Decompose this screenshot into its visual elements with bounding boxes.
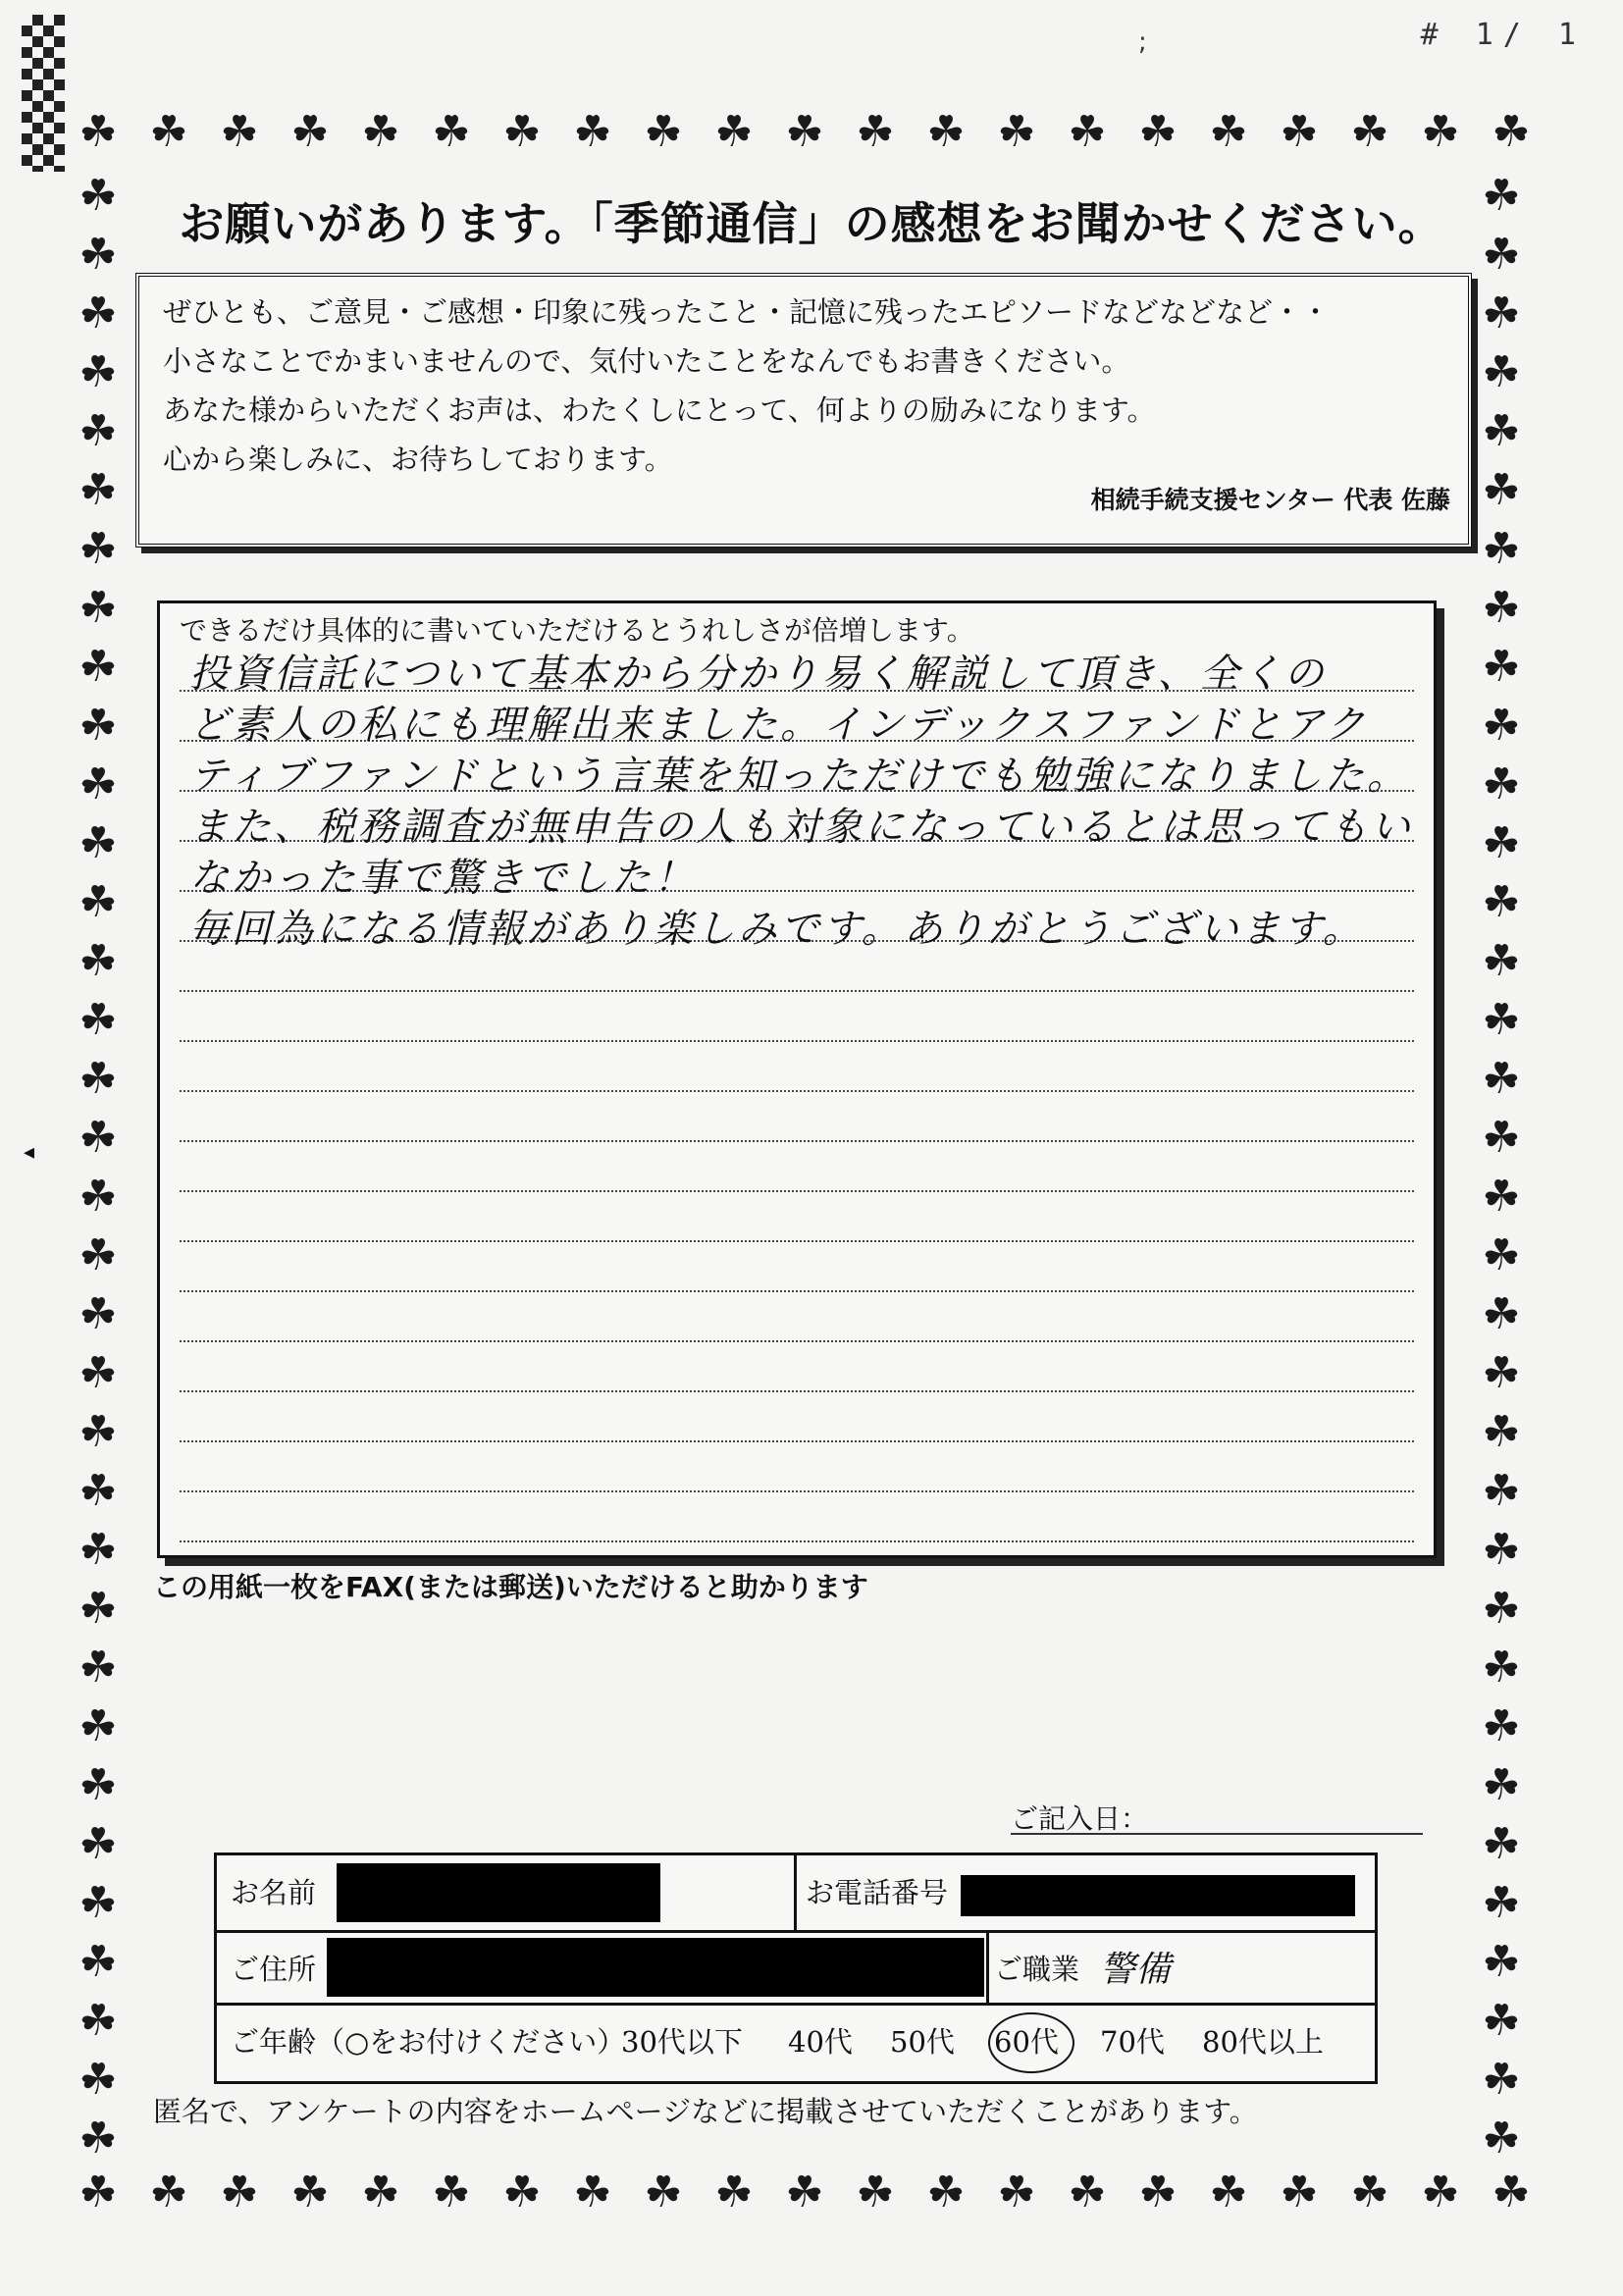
clover-icon: ☘ (1068, 107, 1107, 157)
ruled-line (180, 1290, 1414, 1292)
clover-icon: ☘ (644, 2167, 683, 2218)
clover-icon: ☘ (1482, 877, 1521, 927)
clover-icon: ☘ (79, 759, 118, 809)
clover-icon: ☘ (79, 1407, 118, 1457)
clover-icon: ☘ (1482, 347, 1521, 397)
clover-icon: ☘ (502, 107, 542, 157)
clover-icon: ☘ (361, 107, 400, 157)
clover-icon: ☘ (79, 1584, 118, 1634)
name-label: お名前 (231, 1876, 317, 1909)
clover-icon: ☘ (79, 583, 118, 633)
clover-icon: ☘ (1482, 1937, 1521, 1987)
ornament-border-right (1472, 167, 1541, 2164)
clover-icon: ☘ (1482, 1348, 1521, 1398)
clover-icon: ☘ (79, 171, 118, 221)
clover-icon: ☘ (714, 2167, 754, 2218)
name-field-redacted[interactable] (337, 1863, 660, 1922)
clover-icon: ☘ (1482, 1466, 1521, 1516)
handwritten-line: ティブファンドという言葉を知っただけでも勉強になりました。 (189, 754, 1409, 799)
clover-icon: ☘ (1482, 1230, 1521, 1280)
clover-icon: ☘ (1482, 818, 1521, 868)
clover-icon: ☘ (997, 2167, 1036, 2218)
ruled-line (180, 1440, 1414, 1442)
clover-icon: ☘ (79, 877, 118, 927)
ornament-border-top (69, 103, 1541, 172)
clover-icon: ☘ (1482, 1760, 1521, 1810)
clover-icon: ☘ (79, 1878, 118, 1928)
clover-icon: ☘ (1482, 1878, 1521, 1928)
clover-icon: ☘ (1482, 524, 1521, 574)
clover-icon: ☘ (79, 1937, 118, 1987)
side-marker: ◂ (24, 1140, 35, 1165)
ruled-line (180, 1490, 1414, 1492)
clover-icon: ☘ (79, 1643, 118, 1693)
comment-box (157, 600, 1437, 1558)
clover-icon: ☘ (432, 107, 471, 157)
phone-label: お電話番号 (806, 1876, 949, 1909)
ruled-line (180, 1240, 1414, 1242)
clover-icon: ☘ (149, 2167, 188, 2218)
clover-icon: ☘ (785, 107, 824, 157)
intro-line: 心から楽しみに、お待ちしております。 (163, 443, 673, 476)
clover-icon: ☘ (644, 107, 683, 157)
clover-icon: ☘ (1138, 107, 1178, 157)
ruled-line (180, 1090, 1414, 1092)
clover-icon: ☘ (79, 465, 118, 515)
clover-icon: ☘ (1280, 107, 1319, 157)
clover-icon: ☘ (573, 107, 612, 157)
clover-icon: ☘ (79, 1466, 118, 1516)
comment-lead: できるだけ具体的に書いていただけるとうれしさが倍増します。 (180, 614, 974, 647)
handwritten-line: また、税務調査が無申告の人も対象になっているとは思ってもい (189, 805, 1413, 850)
clover-icon: ☘ (1482, 1113, 1521, 1163)
intro-line: 小さなことでかまいませんので、気付いたことをなんでもお書きください。 (163, 344, 1130, 378)
intro-line: ぜひとも、ご意見・ご感想・印象に残ったこと・記憶に残ったエピソードなどなどなど・・ (163, 295, 1331, 329)
clover-icon: ☘ (1209, 107, 1248, 157)
age-option-40s[interactable]: 40代 (788, 2025, 853, 2059)
clover-icon: ☘ (1482, 406, 1521, 456)
clover-icon: ☘ (1482, 1584, 1521, 1634)
ornament-border-bottom (69, 2164, 1541, 2232)
clover-icon: ☘ (290, 2167, 330, 2218)
clover-icon: ☘ (79, 936, 118, 986)
clover-icon: ☘ (1482, 2055, 1521, 2105)
clover-icon: ☘ (79, 1289, 118, 1339)
clover-icon: ☘ (714, 107, 754, 157)
intro-box (135, 273, 1472, 548)
clover-icon: ☘ (220, 107, 259, 157)
job-value: 警備 (1100, 1950, 1172, 1990)
clover-icon: ☘ (1492, 107, 1531, 157)
clover-icon: ☘ (926, 107, 966, 157)
clover-icon: ☘ (1482, 1289, 1521, 1339)
clover-icon: ☘ (79, 818, 118, 868)
clover-icon: ☘ (1482, 1996, 1521, 2046)
age-label: ご年齢（○をお付けください） (231, 2025, 626, 2059)
ruled-line (180, 1540, 1414, 1542)
clover-icon: ☘ (1482, 936, 1521, 986)
ruled-line (180, 1040, 1414, 1042)
clover-icon: ☘ (1421, 2167, 1460, 2218)
clover-icon: ☘ (1482, 465, 1521, 515)
date-label: ご記入日： (1011, 1802, 1149, 1835)
stray-mark: ; (1138, 27, 1147, 57)
clover-icon: ☘ (79, 1230, 118, 1280)
clover-icon: ☘ (1350, 2167, 1389, 2218)
clover-icon: ☘ (1350, 107, 1389, 157)
ornament-border-left (69, 167, 137, 2164)
clover-icon: ☘ (1482, 995, 1521, 1045)
age-option-70s[interactable]: 70代 (1100, 2025, 1165, 2059)
ruled-line (180, 1190, 1414, 1192)
clover-icon: ☘ (79, 2167, 118, 2218)
clover-icon: ☘ (432, 2167, 471, 2218)
address-field-redacted[interactable] (327, 1938, 984, 1997)
clover-icon: ☘ (1482, 701, 1521, 751)
clover-icon: ☘ (997, 107, 1036, 157)
clover-icon: ☘ (79, 1348, 118, 1398)
clover-icon: ☘ (79, 107, 118, 157)
clover-icon: ☘ (79, 2055, 118, 2105)
handwritten-line: 毎回為になる情報があり楽しみです。ありがとうございます。 (189, 907, 1365, 952)
clover-icon: ☘ (79, 642, 118, 692)
clover-icon: ☘ (1209, 2167, 1248, 2218)
clover-icon: ☘ (1482, 759, 1521, 809)
clover-icon: ☘ (573, 2167, 612, 2218)
selected-circle (988, 2012, 1074, 2073)
clover-icon: ☘ (1482, 1054, 1521, 1104)
clover-icon: ☘ (79, 1760, 118, 1810)
clover-icon: ☘ (1068, 2167, 1107, 2218)
age-option-30s-or-under[interactable]: 30代以下 (621, 2025, 743, 2059)
clover-icon: ☘ (1482, 1525, 1521, 1575)
address-label: ご住所 (231, 1953, 317, 1986)
handwritten-line: なかった事で驚きでした！ (189, 856, 696, 901)
age-option-60s[interactable]: 60代 (994, 2025, 1059, 2059)
handwritten-line: ど素人の私にも理解出来ました。インデックスファンドとアク (189, 703, 1368, 748)
phone-field-redacted[interactable] (961, 1875, 1355, 1916)
clover-icon: ☘ (1482, 583, 1521, 633)
clover-icon: ☘ (79, 1996, 118, 2046)
clover-icon: ☘ (1482, 642, 1521, 692)
job-label: ご職業 (994, 1953, 1080, 1986)
clover-icon: ☘ (79, 2113, 118, 2164)
handwritten-line: 投資信託について基本から分かり易く解説して頂き、全くの (189, 652, 1327, 697)
clover-icon: ☘ (1482, 1172, 1521, 1222)
clover-icon: ☘ (79, 347, 118, 397)
age-option-80s-or-over[interactable]: 80代以上 (1202, 2025, 1324, 2059)
clover-icon: ☘ (149, 107, 188, 157)
clover-icon: ☘ (79, 406, 118, 456)
clover-icon: ☘ (79, 1819, 118, 1869)
clover-icon: ☘ (79, 995, 118, 1045)
clover-icon: ☘ (220, 2167, 259, 2218)
clover-icon: ☘ (1482, 288, 1521, 339)
clover-icon: ☘ (1421, 107, 1460, 157)
clover-icon: ☘ (1482, 1819, 1521, 1869)
clover-icon: ☘ (1492, 2167, 1531, 2218)
clover-icon: ☘ (79, 1113, 118, 1163)
checker-mark (22, 15, 65, 172)
clover-icon: ☘ (1280, 2167, 1319, 2218)
clover-icon: ☘ (1482, 1701, 1521, 1751)
intro-line: あなた様からいただくお声は、わたくしにとって、何よりの励みになります。 (163, 393, 1156, 427)
ruled-line (180, 1390, 1414, 1392)
clover-icon: ☘ (1482, 1407, 1521, 1457)
clover-icon: ☘ (79, 524, 118, 574)
footer-note: 匿名で、アンケートの内容をホームページなどに掲載させていただくことがあります。 (153, 2095, 1258, 2128)
clover-icon: ☘ (79, 230, 118, 280)
page-title: お願いがあります。「季節通信」の感想をお聞かせください。 (179, 197, 1444, 250)
clover-icon: ☘ (1482, 230, 1521, 280)
date-field[interactable] (1011, 1833, 1423, 1835)
clover-icon: ☘ (1482, 171, 1521, 221)
clover-icon: ☘ (1482, 1643, 1521, 1693)
ruled-line (180, 1140, 1414, 1142)
clover-icon: ☘ (79, 288, 118, 339)
ruled-line (180, 990, 1414, 992)
info-form (214, 1852, 1378, 2084)
page-number: # 1/ 1 (1420, 18, 1586, 52)
clover-icon: ☘ (361, 2167, 400, 2218)
clover-icon: ☘ (290, 107, 330, 157)
clover-icon: ☘ (79, 1701, 118, 1751)
clover-icon: ☘ (79, 1525, 118, 1575)
clover-icon: ☘ (502, 2167, 542, 2218)
clover-icon: ☘ (926, 2167, 966, 2218)
clover-icon: ☘ (785, 2167, 824, 2218)
clover-icon: ☘ (1482, 2113, 1521, 2164)
ruled-line (180, 1340, 1414, 1342)
age-option-50s[interactable]: 50代 (890, 2025, 955, 2059)
clover-icon: ☘ (1138, 2167, 1178, 2218)
clover-icon: ☘ (856, 107, 895, 157)
clover-icon: ☘ (856, 2167, 895, 2218)
signature: 相続手続支援センター 代表 佐藤 (1090, 486, 1450, 514)
fax-note: この用紙一枚をFAX(または郵送)いただけると助かります (153, 1571, 868, 1603)
clover-icon: ☘ (79, 1054, 118, 1104)
clover-icon: ☘ (79, 701, 118, 751)
clover-icon: ☘ (79, 1172, 118, 1222)
